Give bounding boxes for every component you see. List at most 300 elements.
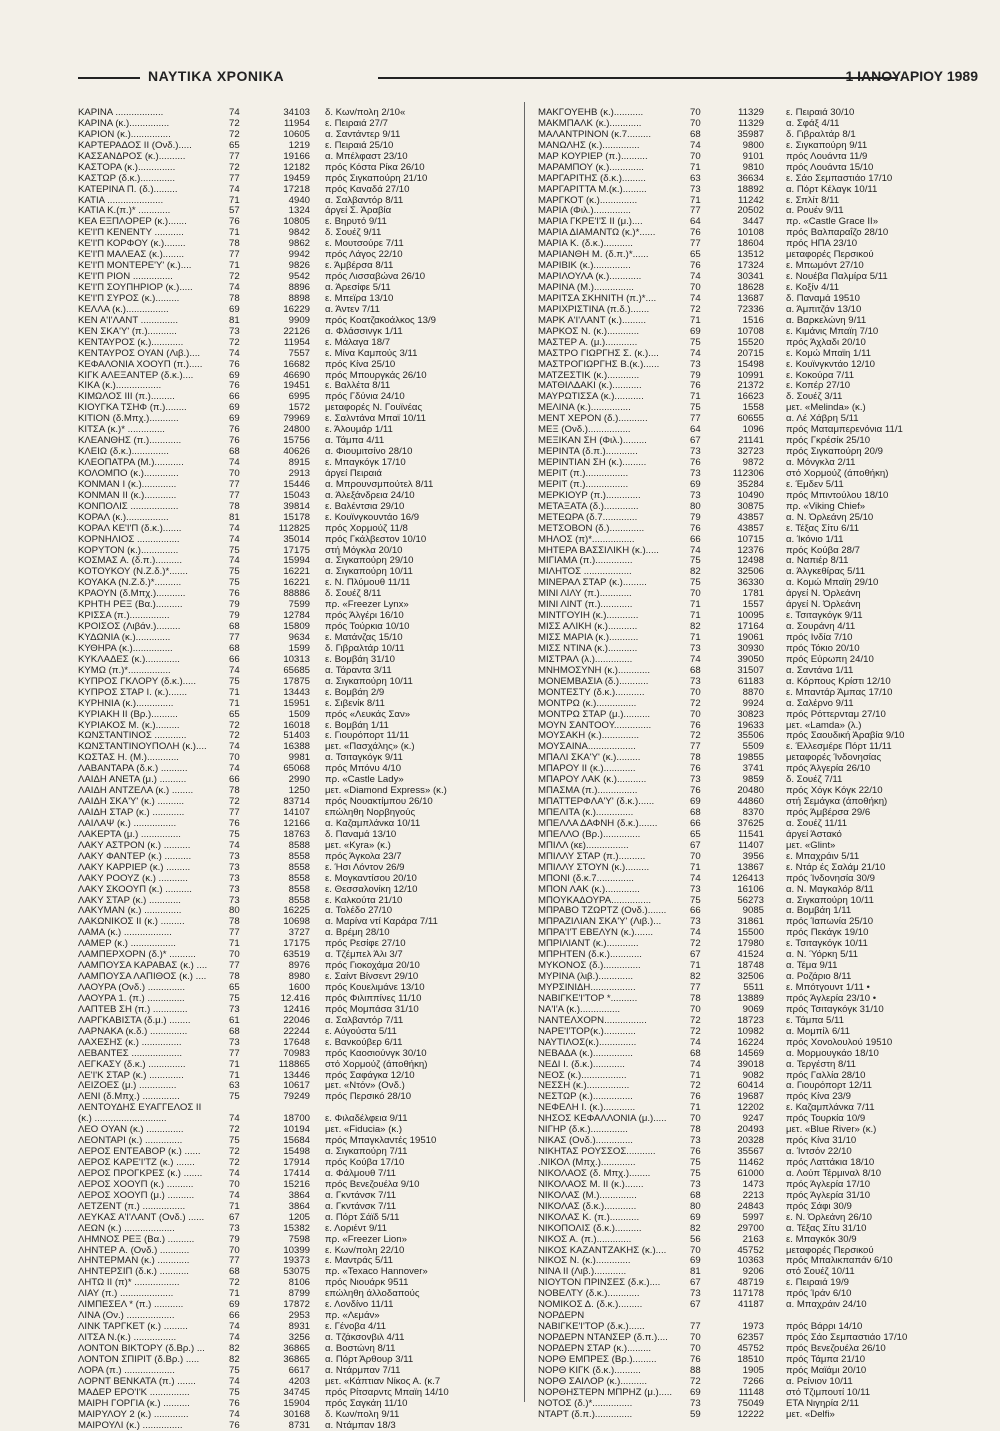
- ship-year: 72: [690, 731, 701, 742]
- ship-year: 71: [229, 939, 240, 950]
- ship-year: 74: [690, 349, 701, 360]
- ship-status: δ. Παναμά 19510: [786, 294, 860, 305]
- ship-status: α. Τάμπα 4/11: [325, 436, 384, 447]
- ship-name: ΛΑΒΑΝΤΑΡΑ (δ.κ.) ..........: [78, 764, 218, 775]
- ship-year: 73: [229, 863, 240, 874]
- ship-status: α. Τάραντα 3/11: [325, 666, 392, 677]
- ship-year: 78: [690, 753, 701, 764]
- ship-status: δ. Κων/πολη 9/11: [325, 1410, 399, 1421]
- ship-status: πρός Σαγκάη 11/10: [325, 1399, 408, 1410]
- ship-status: μετ. «Πασχάλης» (κ.): [325, 742, 415, 753]
- ship-status: πρ. «Castle Lady»: [325, 775, 404, 786]
- ship-status: μετ. «Ντόν» (Ονδ.): [325, 1081, 405, 1092]
- ship-status: πρός Βενεζουέλα 9/10: [325, 1180, 419, 1191]
- ship-tonnage: 39050: [728, 655, 764, 666]
- ship-tonnage: 79249: [274, 1092, 310, 1103]
- ship-year: 78: [690, 1125, 701, 1136]
- ship-tonnage: 5509: [728, 742, 764, 753]
- ship-year: 79: [229, 1235, 240, 1246]
- ship-name: ΝΟΡΘ ΕΜΠΡΕΣ (Βρ.).........: [538, 1355, 680, 1366]
- ship-name: ΚΙΟΥΓΚΑ ΤΣΗΦ (π.)........: [78, 403, 218, 414]
- ship-tonnage: 17175: [274, 939, 310, 950]
- ship-name: ΜΕΡΙΝΤΙΑΝ ΣΗ (κ.).........: [538, 458, 680, 469]
- ship-status: πρός Κουελιμάνε 13/10: [325, 983, 425, 994]
- ship-year: 74: [229, 556, 240, 567]
- ship-name: ΛΕ'Ι'Κ ΣΤΑΡ (κ.) .............: [78, 1071, 218, 1082]
- ship-status: πρός Τόκιο 20/10: [786, 644, 860, 655]
- ship-row: [538, 524, 978, 535]
- ship-year: 76: [690, 228, 701, 239]
- ship-tonnage: 9924: [728, 699, 764, 710]
- ship-row: [538, 185, 978, 196]
- ship-tonnage: 3256: [274, 1333, 310, 1344]
- ship-name: ΝΙΚΑΣ (Ονδ.)..............: [538, 1136, 680, 1147]
- ship-year: 77: [229, 1256, 240, 1267]
- ship-tonnage: 21141: [728, 436, 764, 447]
- ship-tonnage: 22244: [274, 1027, 310, 1038]
- ship-name: ΜΠΡΑΒΟ ΤΖΩΡΤΖ (Ονδ.).......: [538, 906, 680, 917]
- ship-year: 80: [229, 906, 240, 917]
- ship-status: ε. Πειραιά 25/10: [325, 141, 393, 152]
- ship-name: ΚΕ'Ι'Π ΣΟΥΠΗΡΙΟΡ (κ.).....: [78, 283, 218, 294]
- ship-tonnage: 10095: [728, 611, 764, 622]
- ship-name: ΛΟΡΑ (π.) ...................: [78, 1366, 218, 1377]
- ship-name: ΛΑΜΠΕΡΧΟΡΝ (δ.)* ..........: [78, 950, 218, 961]
- ship-name: ΜΠΡΗΤΕΝ (δ.κ.)............: [538, 950, 680, 961]
- ship-tonnage: 6995: [274, 392, 310, 403]
- ship-tonnage: 10363: [728, 1256, 764, 1267]
- ship-status: ε. Σαλντάνα Μπαϊ 10/11: [325, 414, 426, 425]
- ship-year: 70: [690, 852, 701, 863]
- ship-name: ΝΙΝΑ ΙΙ (Λιβ.)............: [538, 1267, 680, 1278]
- ship-status: μετ. «Lamda» (λ.): [786, 721, 861, 732]
- ship-tonnage: 2953: [274, 1311, 310, 1322]
- ship-status: πρός Ίαπωνία 25/10: [786, 917, 873, 928]
- ship-status: ΕΤΑ Νιγηρία 2/11: [786, 1399, 859, 1410]
- ship-tonnage: 22046: [274, 1016, 310, 1027]
- ship-name: ΚΟΡΝΗΛΙΟΣ ................: [78, 535, 218, 546]
- ship-year: 77: [690, 1322, 701, 1333]
- ship-tonnage: 16221: [274, 578, 310, 589]
- ship-status: πρός Βαλπαραΐζο 28/10: [786, 228, 888, 239]
- ship-tonnage: 8898: [274, 294, 310, 305]
- ship-tonnage: 19061: [728, 633, 764, 644]
- ship-name: ΝΟΡΔΕΡΝ ΝΤΑΝΣΕΡ (δ.π.)....: [538, 1333, 680, 1344]
- ship-row: [538, 874, 978, 885]
- ship-year: 76: [690, 1355, 701, 1366]
- ship-status: δ. Σουέζ 7/11: [786, 775, 842, 786]
- ship-row: [78, 163, 508, 174]
- ship-year: 68: [229, 622, 240, 633]
- ship-status: πρός Μπαλικπαπάν 6/10: [786, 1256, 893, 1267]
- ship-name: ΜΙΝΙ ΛΙΝΤ (π.)............: [538, 600, 680, 611]
- ship-tonnage: 8896: [274, 283, 310, 294]
- ship-name: ΜΙΣΤΡΑΛ (λ.)..............: [538, 655, 680, 666]
- ship-year: 67: [690, 436, 701, 447]
- ship-year: 77: [229, 961, 240, 972]
- ship-status: α. Σιγκαπούρη 10/11: [325, 677, 413, 688]
- ship-year: 75: [690, 1169, 701, 1180]
- ship-status: ε. Τσιταγκόγκ 9/11: [786, 611, 863, 622]
- ship-tonnage: 10605: [274, 130, 310, 141]
- ship-tonnage: 1219: [274, 141, 310, 152]
- ship-status: πρός Σάο Σεμπαστιάο 17/10: [786, 1333, 907, 1344]
- ship-tonnage: 72336: [728, 305, 764, 316]
- ship-name: ΜΟΥΣΑΙΝΑ..................: [538, 742, 680, 753]
- ship-tonnage: 20502: [728, 206, 764, 217]
- ship-year: 76: [229, 381, 240, 392]
- ship-year: 70: [690, 152, 701, 163]
- ship-year: 76: [229, 425, 240, 436]
- ship-year: 68: [229, 1267, 240, 1278]
- ship-name: ΚΟΣΜΑΣ Α. (δ.π.)..........: [78, 556, 218, 567]
- ship-status: δ. Σουέζ 8/11: [325, 589, 381, 600]
- ship-tonnage: 22126: [274, 327, 310, 338]
- ship-tonnage: 40626: [274, 447, 310, 458]
- ship-row: [538, 360, 978, 371]
- ship-status: στό Σουέζ 10/11: [786, 1267, 855, 1278]
- ship-row: [78, 349, 508, 360]
- ship-year: 76: [690, 786, 701, 797]
- ship-row: [78, 874, 508, 885]
- ship-status: πρός Κόστα Ρίκα 26/10: [325, 163, 425, 174]
- ship-status: στό Χορμούζ (άποθήκη): [786, 469, 888, 480]
- ship-name: ΚΟΛΟΜΠΟ (κ.).............: [78, 469, 218, 480]
- ship-year: 69: [229, 305, 240, 316]
- ship-status: α. Ν. Όρλεάνη 25/10: [786, 513, 873, 524]
- ship-status: μεταφορές Περσικού: [786, 250, 874, 261]
- ship-year: 75: [229, 1388, 240, 1399]
- ship-year: 77: [229, 491, 240, 502]
- ship-tonnage: 10490: [728, 491, 764, 502]
- ship-tonnage: 16106: [728, 885, 764, 896]
- ship-year: 71: [229, 196, 240, 207]
- ship-year: 67: [690, 1278, 701, 1289]
- ship-year: 74: [229, 283, 240, 294]
- ship-year: 75: [690, 578, 701, 589]
- ship-row: [78, 1421, 508, 1431]
- ship-year: 64: [690, 217, 701, 228]
- ship-year: 72: [690, 1377, 701, 1388]
- ship-tonnage: 45752: [728, 1246, 764, 1257]
- ship-name: ΜΑΤΘΙΛΔΑΚΙ (κ.)...........: [538, 381, 680, 392]
- ship-status: πρός Κοατζακοάλκος 13/9: [325, 316, 436, 327]
- ship-year: 59: [690, 1410, 701, 1421]
- ship-name: ΜΥΡΣΙΝΙΔΗ.................: [538, 983, 680, 994]
- ship-name: ΝΙΚΟΛΑΟΣ (δ. Μπχ.)........: [538, 1169, 680, 1180]
- ship-year: 74: [229, 742, 240, 753]
- ship-tonnage: 12498: [728, 556, 764, 567]
- ship-name: ΝΑΡΕ'Ι'ΤΟΡ(κ.)............: [538, 1027, 680, 1038]
- ship-name: ΜΠΑΡΟΥ ΙΙ (κ.)............: [538, 764, 680, 775]
- ship-tonnage: 79969: [274, 414, 310, 425]
- ship-status: α. Φιουμιτσίνο 28/10: [325, 447, 412, 458]
- ship-row: [538, 338, 978, 349]
- ship-name: ΛΑΡΝΑΚΑ (κ.δ.) ..............: [78, 1027, 218, 1038]
- ship-year: 71: [690, 863, 701, 874]
- ship-year: 74: [229, 524, 240, 535]
- ship-tonnage: 1205: [274, 1213, 310, 1224]
- ship-name: ΜΙΝΕΡΑΛ ΣΤΑΡ (κ.).........: [538, 578, 680, 589]
- ship-tonnage: 75049: [728, 1399, 764, 1410]
- ship-name: ΜΑΡΚΟΣ Ν. (κ.)............: [538, 327, 680, 338]
- ship-status: στό Τζιμπουτί 10/11: [786, 1388, 870, 1399]
- ship-tonnage: 11329: [728, 108, 764, 119]
- ship-name: ΜΠΙΛΛΥ ΣΤΟΥΝ (κ.).........: [538, 863, 680, 874]
- ship-year: 73: [690, 469, 701, 480]
- ship-year: 82: [690, 622, 701, 633]
- ship-year: 76: [690, 764, 701, 775]
- ship-name: ΛΕΡΟΣ ΚΑΡΕ'Ι'ΤΖ (κ.) .......: [78, 1158, 218, 1169]
- ship-name: ΜΑΙΡΥΛΟΥ 2 (κ.) .............: [78, 1410, 218, 1421]
- ship-name: ΜΑΔΕΡ ΕΡΟ'Ι'Κ ...............: [78, 1388, 218, 1399]
- ship-year: 72: [229, 119, 240, 130]
- ship-tonnage: 8106: [274, 1278, 310, 1289]
- ship-tonnage: 9082: [728, 1071, 764, 1082]
- ship-status: ε. Πειραιά 27/7: [325, 119, 388, 130]
- ship-row: [78, 1060, 508, 1071]
- ship-tonnage: 12416: [274, 1005, 310, 1016]
- ship-name: ΛΕΝΤΟΥΔΗΣ ΕΥΑΓΓΕΛΟΣ ΙΙ: [78, 1103, 218, 1114]
- ship-status: πρός Λουάντα 11/9: [786, 152, 867, 163]
- ship-tonnage: 10805: [274, 217, 310, 228]
- ship-status: α. Μπέλφαστ 23/10: [325, 152, 408, 163]
- ship-name: ΜΑΡΓΚΟΤ (κ.)..............: [538, 196, 680, 207]
- ship-year: 72: [690, 1016, 701, 1027]
- ship-name: ΝΙΚΟΛΑΣ (δ.κ.)............: [538, 1202, 680, 1213]
- ship-year: 73: [229, 852, 240, 863]
- ship-status: α. Μορμουγκάο 18/10: [786, 1049, 879, 1060]
- ship-status: ε. Κοκούρα 7/11: [786, 371, 854, 382]
- ship-tonnage: 36865: [274, 1355, 310, 1366]
- ship-tonnage: 12166: [274, 819, 310, 830]
- ship-year: 69: [229, 414, 240, 425]
- ship-row: [538, 174, 978, 185]
- ship-year: 70: [690, 283, 701, 294]
- ship-name: ΝΟΡΘΗΣΤΕΡΝ ΜΠΡΗΖ (μ.).....: [538, 1388, 680, 1399]
- ship-name: ΛΑΟΥΡΑ (Ονδ.) ..............: [78, 983, 218, 994]
- ship-status: πρός Σιγκαπούρη 20/9: [786, 447, 883, 458]
- ship-name: ΝΟΡΘ ΣΑΙΛΟΡ (κ.)..........: [538, 1377, 680, 1388]
- ship-year: 74: [690, 1038, 701, 1049]
- ship-name: ΜΠΑΡΟΥ ΛΑΚ (κ.)...........: [538, 775, 680, 786]
- ship-row: [78, 1213, 508, 1224]
- ship-status: ε. Κοπέρ 27/10: [786, 381, 850, 392]
- ship-tonnage: 9247: [728, 1114, 764, 1125]
- ship-year: 73: [229, 1038, 240, 1049]
- ship-name: ΚΑΣΤΟΡΑ (κ.)..............: [78, 163, 218, 174]
- ship-name: ΛΗΝΤΕΡ Α. (Ονδ.) ...........: [78, 1246, 218, 1257]
- ship-tonnage: 9800: [728, 141, 764, 152]
- ship-row: [78, 710, 508, 721]
- ship-status: δ. Γιβραλτάρ 8/1: [786, 130, 856, 141]
- ship-name: ΝΟΡΔΕΡΝ ΣΤΑΡ (κ.).........: [538, 1344, 680, 1355]
- ship-year: 70: [229, 469, 240, 480]
- ship-tonnage: 8558: [274, 896, 310, 907]
- ship-name: ΝΑΒΙΓΚΕ'Ι'ΤΟΡ (δ.κ.)......: [538, 1322, 680, 1333]
- ship-name: ΜΑΡΙΒΙΚ (κ.)..............: [538, 261, 680, 272]
- ship-row: [538, 163, 978, 174]
- ship-year: 76: [229, 589, 240, 600]
- ship-row: [78, 185, 508, 196]
- ship-year: 72: [229, 1278, 240, 1289]
- ship-tonnage: 19373: [274, 1256, 310, 1267]
- ship-row: [538, 1038, 978, 1049]
- ship-name: ΚΥΡΙΑΚΗ ΙΙ (Βρ.)..........: [78, 710, 218, 721]
- ship-tonnage: 15178: [274, 513, 310, 524]
- ship-name: ΚΙΤΙΟΝ (δ.Μπχ.)...........: [78, 414, 218, 425]
- ship-tonnage: 14569: [728, 1049, 764, 1060]
- ship-status: στή Μόγκλα 20/10: [325, 546, 403, 557]
- ship-year: 77: [229, 633, 240, 644]
- ship-year: 70: [690, 1344, 701, 1355]
- ship-row: [78, 1038, 508, 1049]
- issue-date: 1 ΙΑΝΟΥΑΡΙΟΥ 1989: [845, 68, 978, 84]
- ship-tonnage: 39018: [728, 1060, 764, 1071]
- ship-name: ΝΙΚΟΣ ΚΑΖΑΝΤΖΑΚΗΣ (κ.)....: [538, 1246, 680, 1257]
- ship-name: ΛΕΡΟΣ ΠΡΟΓΚΡΕΣ (κ.) .......: [78, 1169, 218, 1180]
- ship-year: 73: [690, 491, 701, 502]
- ship-name: ΜΟΥΝ ΣΑΝΤΟΟΥ..............: [538, 721, 680, 732]
- ship-year: 82: [229, 1355, 240, 1366]
- ship-status: πρός Τσιταγκόγκ 31/10: [786, 1005, 884, 1016]
- ship-name: ΜΙΝΤΓΟΥΙΗ (κ.)............: [538, 611, 680, 622]
- ship-status: πρός Άλγέρι 16/10: [325, 611, 404, 622]
- ship-name: ΜΠΕΛΙΤΑ (κ.)..............: [538, 808, 680, 819]
- ship-year: 74: [690, 874, 701, 885]
- ship-name: ΜΠΑΛΙ ΣΚΑ'Υ' (κ.).........: [538, 753, 680, 764]
- ship-year: 66: [690, 906, 701, 917]
- ship-tonnage: 1905: [728, 1366, 764, 1377]
- ship-name: ΜΕΞ (Ονδ.)................: [538, 425, 680, 436]
- ship-status: πρός Λάγος 22/10: [325, 250, 403, 261]
- ship-status: ε. Μπαγκόκ 30/9: [786, 1235, 857, 1246]
- ship-name: ΛΑΙΔΗ ΑΝΕΤΑ (μ.) ..........: [78, 775, 218, 786]
- ship-year: 75: [229, 677, 240, 688]
- ship-status: πρός Άγλερία 31/10: [786, 1191, 870, 1202]
- ship-status: α. Τεργέστη 8/11: [786, 1060, 856, 1071]
- ship-status: ε. Ματάνζας 15/10: [325, 633, 403, 644]
- ship-year: 74: [229, 1191, 240, 1202]
- ship-name: ΜΠΡΙΛΙΑΝΤ (κ.)............: [538, 939, 680, 950]
- ship-status: ε. Βαλέντσια 29/10: [325, 502, 404, 513]
- ship-year: 69: [229, 1300, 240, 1311]
- ship-status: πρός Χορμούζ 11/8: [325, 524, 408, 535]
- ship-tonnage: 9206: [728, 1267, 764, 1278]
- ship-year: 64: [690, 425, 701, 436]
- ship-status: ε. Μάλαγα 18/7: [325, 338, 390, 349]
- ship-status: α. Άρεσίφε 5/11: [325, 283, 391, 294]
- ship-year: 68: [690, 808, 701, 819]
- ship-status: α. Άντεν 7/11: [325, 305, 380, 316]
- ship-year: 79: [229, 600, 240, 611]
- ship-status: ε. Σαίντ Βίνσεντ 29/10: [325, 972, 418, 983]
- ship-status: επώληθη Νορβηγούς: [325, 808, 415, 819]
- ship-name: ΜΠΕΛΛΑ ΔΑΦΝΗ (δ.κ.).......: [538, 819, 680, 830]
- ship-status: μεταφορές Περσικού: [786, 1246, 874, 1257]
- ship-name: ΚΕΦΑΛΟΝΙΑ ΧΟΟΥΠ (π.).....: [78, 360, 218, 371]
- ship-status: πρός Άγλερία 23/10 •: [786, 994, 876, 1005]
- ship-row: [538, 349, 978, 360]
- ship-year: 71: [229, 1071, 240, 1082]
- ship-status: πρός Ίνδονησία 30/9: [786, 874, 875, 885]
- ship-tonnage: 39814: [274, 502, 310, 513]
- ship-year: 77: [229, 174, 240, 185]
- ship-status: ε. Κομώ Μπαϊη 1/11: [786, 349, 871, 360]
- ship-tonnage: 9634: [274, 633, 310, 644]
- ship-tonnage: 1973: [728, 1322, 764, 1333]
- ship-name: ΜΑΙΡΗ ΓΟΡΓΙΑ (κ.) ..........: [78, 1399, 218, 1410]
- ship-tonnage: 10708: [728, 327, 764, 338]
- ship-name: ΛΟΝΤΟΝ ΒΙΚΤΟΡΥ (δ.Βρ.) ...: [78, 1344, 218, 1355]
- ship-status: πρός Εύρωπη 24/10: [786, 655, 874, 666]
- ship-status: α. Ν. Μαγκαλόρ 8/11: [786, 885, 874, 896]
- ship-tonnage: 10313: [274, 655, 310, 666]
- ship-status: άργεί Ν. Όρλεάνη: [786, 589, 861, 600]
- ship-status: πρός Περσικό 28/10: [325, 1092, 411, 1103]
- ship-name: ΜΑΡΙΑΝΘΗ Μ. (δ.π.)*......: [538, 250, 680, 261]
- ship-year: 73: [229, 885, 240, 896]
- ship-year: 71: [690, 633, 701, 644]
- ship-year: 73: [229, 874, 240, 885]
- ship-name: ΛΕΡΟΣ ΧΟΟΥΠ (μ.) ..........: [78, 1191, 218, 1202]
- ship-tonnage: 9542: [274, 272, 310, 283]
- ship-year: 65: [229, 710, 240, 721]
- ship-row: [538, 513, 978, 524]
- ship-year: 79: [690, 513, 701, 524]
- ship-row: [78, 1410, 508, 1421]
- ship-tonnage: 3727: [274, 928, 310, 939]
- ship-year: 75: [229, 1366, 240, 1377]
- ship-year: 71: [690, 1103, 701, 1114]
- ship-name: ΝΕΦΕΛΗ Ι. (κ.)............: [538, 1103, 680, 1114]
- ship-status: πρός Βάρρι 14/10: [786, 1322, 862, 1333]
- ship-name: ΛΗΝΤΕΡΜΑΝ (κ.) ............: [78, 1256, 218, 1267]
- ship-status: πρός Κίνα 25/10: [325, 360, 395, 371]
- ship-status: πρός Άμβέρσα 29/6: [786, 808, 870, 819]
- ship-year: 70: [690, 1114, 701, 1125]
- ship-name: ΚΟΥΑΚΑ (Ν.Ζ.δ.)*..........: [78, 578, 218, 589]
- ship-name: ΝΑΝΤΕΛΧΟΡΝ................: [538, 1016, 680, 1027]
- ship-status: πρός ΗΠΑ 23/10: [786, 239, 857, 250]
- ship-name: ΜΑΝΩΛΗΣ (κ.)..............: [538, 141, 680, 152]
- ship-year: 68: [229, 1027, 240, 1038]
- ship-tonnage: 11462: [728, 1158, 764, 1169]
- ship-tonnage: 65068: [274, 764, 310, 775]
- ship-tonnage: 37625: [728, 819, 764, 830]
- ship-name: ΜΕΛΙΝΑ (κ.)...............: [538, 403, 680, 414]
- ship-tonnage: 1096: [728, 425, 764, 436]
- ship-name: ΚΑΡΙΝΑ ..................: [78, 108, 218, 119]
- ship-status: ε. Νουέβα Παλμίρα 5/11: [786, 272, 888, 283]
- ship-status: α. Γιουρόπορτ 12/11: [786, 1081, 872, 1092]
- ship-year: 75: [690, 556, 701, 567]
- ship-year: 72: [229, 1158, 240, 1169]
- ship-tonnage: 8980: [274, 972, 310, 983]
- ship-name: ΚΕΝΤΑΥΡΟΣ (κ.)............: [78, 338, 218, 349]
- ship-tonnage: 17218: [274, 185, 310, 196]
- ship-name: ΛΕΡΟΣ ΧΟΟΥΠ (κ.) ..........: [78, 1180, 218, 1191]
- ship-status: δ. Σουέζ 3/11: [786, 392, 842, 403]
- ship-tonnage: 15382: [274, 1224, 310, 1235]
- ship-year: 78: [229, 917, 240, 928]
- ship-name: ΛΑΙΔΗ ΑΝΤΖΕΛΑ (κ.) ........: [78, 786, 218, 797]
- ship-row: [78, 885, 508, 896]
- ship-row: [538, 1213, 978, 1224]
- ship-year: 74: [229, 185, 240, 196]
- ship-name: ΚΕΝ Α'Ι'ΛΑΝΤ ..............: [78, 316, 218, 327]
- ship-tonnage: 126413: [728, 874, 764, 885]
